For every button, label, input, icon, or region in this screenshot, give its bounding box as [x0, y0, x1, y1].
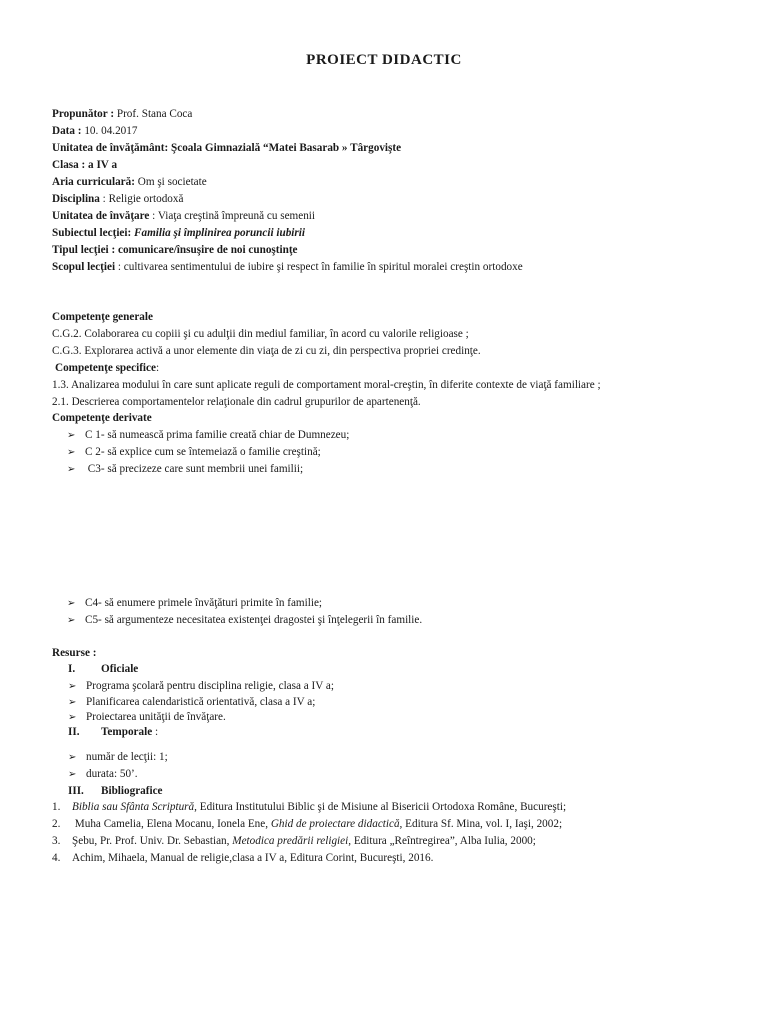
bibliografie-text: , Editura Institutului Biblic şi de Misiune al Bisericii Ortodoxa Române, Bucureşti;	[194, 801, 567, 813]
tipul-line: Tipul lecţiei : comunicare/însuşire de noi cunoştinţe	[52, 244, 298, 256]
bibliografie-authors: Şebu, Pr. Prof. Univ. Dr. Sebastian,	[72, 835, 233, 847]
arrow-bullet-icon: ➢	[67, 464, 76, 475]
propunator-value: Prof. Stana Coca	[114, 108, 193, 120]
oficiale-item	[68, 695, 315, 710]
oficiale-item	[68, 679, 334, 694]
propunator-label: Propunător :	[52, 108, 115, 120]
arrow-bullet-icon: ➢	[68, 712, 77, 723]
clasa-line: Clasa : a IV a	[52, 159, 118, 171]
oficiale-item-text: Proiectarea unităţii de învăţare.	[86, 711, 226, 723]
unitate-value: Şcoala Gimnazială “Matei Basarab » Târgovişte	[168, 142, 402, 154]
propunator-line	[52, 107, 192, 121]
bibliografie-number: 4.	[52, 852, 61, 864]
roman-numeral: III.	[68, 785, 84, 797]
unitate-invatare-label: Unitatea de învăţare	[52, 210, 150, 222]
bibliografie-item	[52, 800, 566, 814]
oficiale-heading: Oficiale	[101, 663, 139, 675]
subiect-line	[52, 226, 305, 240]
competente-specifice-heading: Competenţe specifice	[55, 362, 156, 374]
arrow-bullet-icon: ➢	[67, 598, 76, 609]
bibliografie-number: 3.	[52, 835, 61, 847]
competenta-generala-item: C.G.2. Colaborarea cu copiii şi cu adulţii din mediul familiar, în acord cu valorile religioase ;	[52, 328, 469, 340]
data-label: Data :	[52, 125, 82, 137]
unitate-label: Unitatea de învăţământ:	[52, 142, 169, 154]
competenta-specifica-item: 2.1. Descrierea comportamentelor relaţionale din cadrul grupurilor de apartenenţă.	[52, 396, 421, 408]
bibliografie-item	[52, 851, 433, 865]
temporale-item-text: număr de lecţii: 1;	[86, 751, 168, 763]
competenta-generala-item: C.G.3. Explorarea activă a unor elemente din viaţa de zi cu zi, din perspectiva propriei credinţe.	[52, 345, 481, 357]
competenta-derivata-item	[67, 462, 303, 477]
competenta-derivata-text: C5- să argumenteze necesitatea existenţei dragostei şi înţelegerii în familie.	[85, 614, 423, 626]
arrow-bullet-icon: ➢	[67, 430, 76, 441]
bibliografie-number: 1.	[52, 801, 61, 813]
subiect-value: Familia şi împlinirea poruncii iubirii	[131, 227, 305, 239]
bibliografice-heading: Bibliografice	[101, 785, 163, 797]
oficiale-heading-line	[68, 662, 138, 676]
competenta-derivata-item	[67, 428, 349, 443]
data-line	[52, 124, 137, 138]
arrow-bullet-icon: ➢	[68, 697, 77, 708]
resurse-heading: Resurse :	[52, 647, 97, 659]
bibliografice-heading-line	[68, 784, 163, 798]
roman-numeral: II.	[68, 726, 80, 738]
unitate-invatare-line	[52, 209, 315, 223]
document-title: PROIECT DIDACTIC	[306, 52, 462, 68]
competenta-derivata-item	[67, 445, 321, 460]
competenta-derivata-text: C4- să enumere primele învăţături primite în familie;	[85, 597, 323, 609]
scop-line	[52, 260, 523, 274]
roman-numeral: I.	[68, 663, 76, 675]
competenta-derivata-item	[67, 596, 322, 611]
oficiale-item-text: Programa şcolară pentru disciplina religie, clasa a IV a;	[86, 680, 334, 692]
bibliografie-text: , Editura „Reîntregirea”, Alba Iulia, 2000;	[348, 835, 536, 847]
bibliografie-authors: Achim, Mihaela, Manual de religie,clasa a IV a, Editura Corint, Bucureşti, 2016.	[72, 852, 434, 864]
aria-value: Om şi societate	[134, 176, 207, 188]
bibliografie-title: Biblia sau Sfânta Scriptură	[72, 801, 195, 813]
competenta-derivata-text: C3- să precizeze care sunt membrii unei familii;	[85, 463, 304, 475]
bibliografie-text: Editura Sf. Mina, vol. I, Iaşi, 2002;	[402, 818, 563, 830]
bibliografie-authors: Muha Camelia, Elena Mocanu, Ionela Ene,	[72, 818, 271, 830]
temporale-heading: Temporale	[101, 726, 153, 738]
temporale-heading-line	[68, 725, 158, 739]
subiect-label: Subiectul lecţiei:	[52, 227, 132, 239]
arrow-bullet-icon: ➢	[68, 681, 77, 692]
temporale-item	[68, 767, 138, 782]
arrow-bullet-icon: ➢	[67, 615, 76, 626]
unitate-line	[52, 141, 401, 155]
temporale-item-text: durata: 50’.	[86, 768, 138, 780]
competente-specifice-colon: :	[155, 362, 160, 374]
unitate-invatare-value: : Viaţa creştină împreună cu semenii	[149, 210, 316, 222]
competenta-derivata-text: C 1- să numească prima familie creată chiar de Dumnezeu;	[85, 429, 350, 441]
competente-derivate-heading: Competenţe derivate	[52, 412, 152, 424]
temporale-item	[68, 750, 168, 765]
bibliografie-title: Ghid de proiectare didactică,	[270, 818, 403, 830]
competenta-derivata-text: C 2- să explice cum se întemeiază o familie creştină;	[85, 446, 321, 458]
scop-value: : cultivarea sentimentului de iubire şi respect în familie în spiritul moralei creştin ortodoxe	[115, 261, 523, 273]
competenta-derivata-item	[67, 613, 422, 628]
competente-generale-heading: Competenţe generale	[52, 311, 153, 323]
bibliografie-number: 2.	[52, 818, 61, 830]
aria-line	[52, 175, 207, 189]
competente-specifice-heading-line	[55, 361, 159, 375]
disciplina-label: Disciplina	[52, 193, 100, 205]
bibliografie-title: Metodica predării religiei	[232, 835, 349, 847]
competenta-specifica-item: 1.3. Analizarea modului în care sunt aplicate reguli de comportament moral-creştin, în diferite contexte de viaţă familiare ;	[52, 379, 601, 391]
oficiale-item-text: Planificarea calendaristică orientativă, clasa a IV a;	[86, 696, 316, 708]
arrow-bullet-icon: ➢	[68, 752, 77, 763]
arrow-bullet-icon: ➢	[68, 769, 77, 780]
disciplina-value: : Religie ortodoxă	[99, 193, 184, 205]
arrow-bullet-icon: ➢	[67, 447, 76, 458]
scop-label: Scopul lecţiei	[52, 261, 116, 273]
bibliografie-item	[52, 834, 536, 848]
aria-label: Aria curriculară:	[52, 176, 135, 188]
bibliografie-item	[52, 817, 562, 831]
oficiale-item	[68, 710, 226, 725]
data-value: 10. 04.2017	[81, 125, 138, 137]
temporale-colon: :	[152, 726, 159, 738]
disciplina-line	[52, 192, 183, 206]
